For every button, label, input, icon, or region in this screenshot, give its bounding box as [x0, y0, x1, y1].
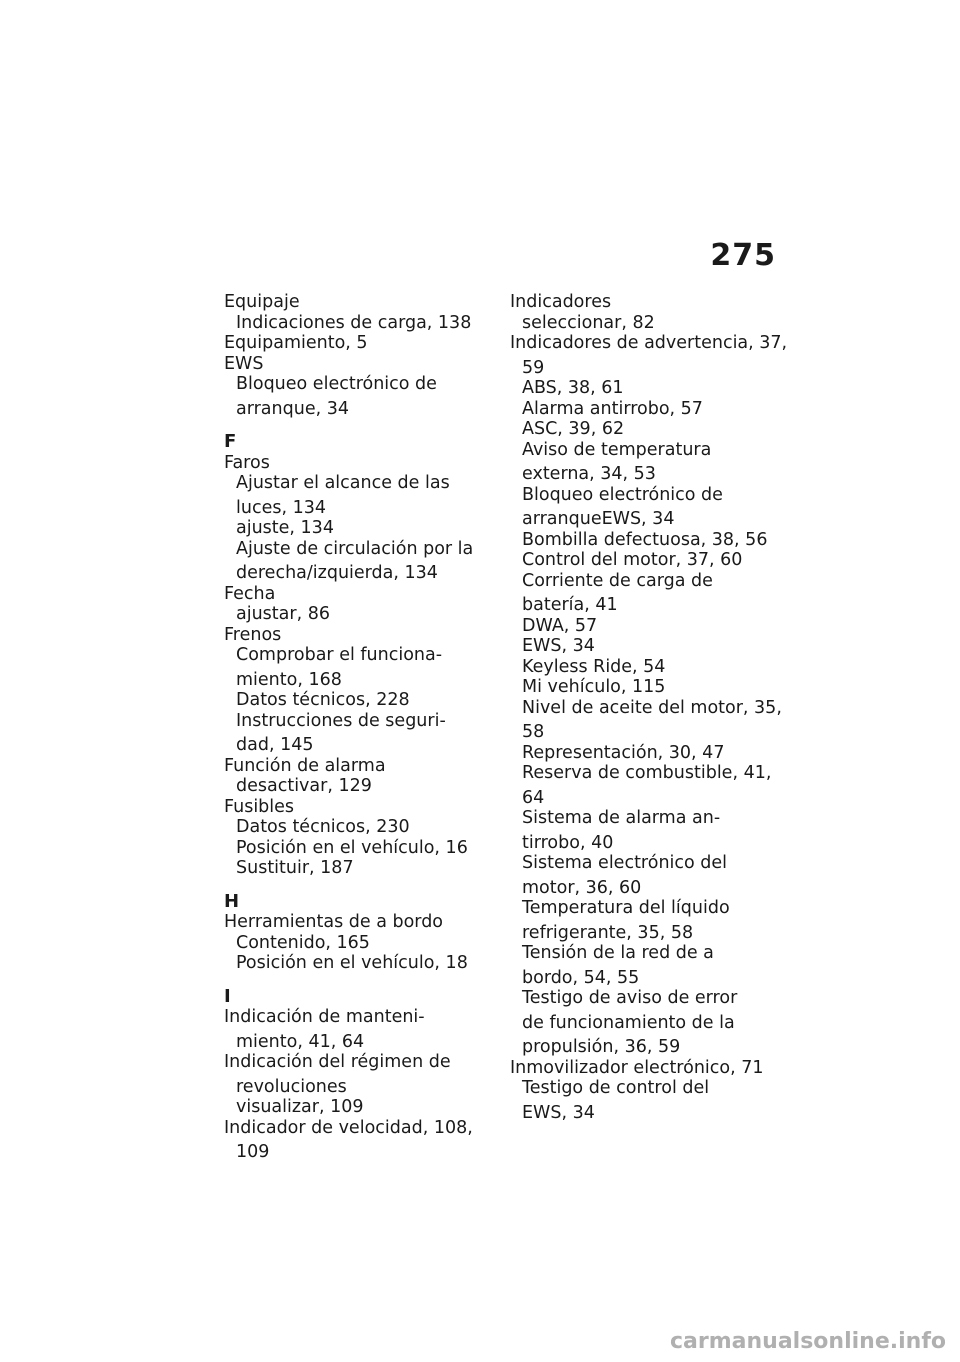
- index-entry: Equipamiento, 5: [224, 333, 368, 353]
- index-entry-continuation: motor, 36, 60: [522, 877, 642, 898]
- index-letter-heading: H: [224, 890, 240, 912]
- index-entry-continuation: derecha/izquierda, 134: [236, 563, 438, 583]
- index-subentry: Sistema electrónico del: [522, 853, 728, 873]
- index-column-left: [224, 292, 486, 1163]
- index-subentry: Representación, 30, 47: [522, 742, 725, 763]
- index-subentry: Datos técnicos, 228: [236, 690, 410, 710]
- index-subentry: Ajustar el alcance de las: [236, 473, 450, 493]
- index-subentry: Instrucciones de seguri-: [236, 710, 446, 731]
- index-entry: Indicador de velocidad, 108,: [224, 1117, 473, 1138]
- index-subentry: Alarma antirrobo, 57: [522, 398, 703, 419]
- index-subentry: Nivel de aceite del motor, 35,: [522, 697, 782, 718]
- index-entry: Indicación del régimen de: [224, 1052, 451, 1072]
- index-subentry: Contenido, 165: [236, 932, 370, 953]
- index-subentry: Sistema de alarma an-: [522, 808, 721, 828]
- index-entry-continuation: refrigerante, 35, 58: [522, 922, 694, 943]
- index-entry-continuation: 58: [522, 722, 545, 742]
- index-subentry: ajustar, 86: [236, 604, 330, 624]
- index-subentry: ABS, 38, 61: [522, 378, 624, 398]
- page-number: 275: [710, 238, 776, 273]
- index-entry-continuation: bordo, 54, 55: [522, 967, 640, 988]
- index-subentry: Mi vehículo, 115: [522, 677, 666, 697]
- index-entry-continuation: miento, 41, 64: [236, 1031, 365, 1052]
- index-entry-continuation: externa, 34, 53: [522, 464, 656, 484]
- index-subentry: visualizar, 109: [236, 1097, 364, 1117]
- index-entry: Función de alarma: [224, 755, 386, 776]
- index-entry-continuation: 59: [522, 357, 545, 378]
- index-subentry: Keyless Ride, 54: [522, 656, 666, 677]
- index-entry: Herramientas de a bordo: [224, 912, 444, 932]
- index-subentry: desactivar, 129: [236, 776, 372, 796]
- index-entry-continuation: propulsión, 36, 59: [522, 1037, 681, 1057]
- index-subentry: Testigo de aviso de error: [522, 988, 738, 1008]
- index-entry: Indicadores: [510, 292, 612, 312]
- index-entry: Frenos: [224, 624, 282, 645]
- index-entry: Fecha: [224, 583, 276, 604]
- index-letter-heading: F: [224, 431, 237, 452]
- index-subentry: Aviso de temperatura: [522, 439, 712, 460]
- index-subentry: Posición en el vehículo, 18: [236, 953, 468, 973]
- index-subentry: Posición en el vehículo, 16: [236, 837, 468, 858]
- index-entry-continuation: arranque, 34: [236, 398, 349, 419]
- index-subentry: Tensión de la red de a: [522, 943, 714, 963]
- index-entry-continuation: luces, 134: [236, 497, 326, 518]
- index-subentry: ajuste, 134: [236, 518, 334, 538]
- index-subentry: Sustituir, 187: [236, 858, 354, 878]
- index-letter-heading: I: [224, 985, 231, 1007]
- index-subentry: Datos técnicos, 230: [236, 817, 410, 837]
- index-subentry: ASC, 39, 62: [522, 419, 625, 439]
- index-entry-continuation: 64: [522, 787, 545, 808]
- index-subentry: Testigo de control del: [522, 1078, 710, 1098]
- index-entry-continuation: de funcionamiento de la: [522, 1012, 735, 1033]
- index-subentry: Bloqueo electrónico de: [522, 484, 723, 505]
- index-entry: Indicación de manteni-: [224, 1007, 425, 1027]
- watermark-text: carmanualsonline.info: [670, 1329, 946, 1354]
- index-subentry: Comprobar el funciona-: [236, 645, 443, 665]
- index-entry: Faros: [224, 452, 270, 473]
- index-entry: Equipaje: [224, 292, 300, 312]
- index-subentry: Reserva de combustible, 41,: [522, 763, 772, 783]
- index-entry-continuation: EWS, 34: [522, 1102, 595, 1123]
- index-subentry: Bloqueo electrónico de: [236, 374, 437, 394]
- index-subentry: DWA, 57: [522, 615, 598, 636]
- index-entry-continuation: batería, 41: [522, 595, 618, 615]
- index-subentry: Corriente de carga de: [522, 570, 713, 591]
- index-entry: Inmovilizador electrónico, 71: [510, 1057, 764, 1078]
- index-subentry: Control del motor, 37, 60: [522, 550, 743, 570]
- index-entry: Fusibles: [224, 796, 295, 817]
- index-entry-continuation: arranqueEWS, 34: [522, 509, 675, 529]
- index-subentry: seleccionar, 82: [522, 312, 655, 333]
- index-entry-continuation: revoluciones: [236, 1076, 347, 1097]
- index-entry-continuation: 109: [236, 1142, 270, 1162]
- index-subentry: Ajuste de circulación por la: [236, 538, 474, 559]
- index-subentry: Indicaciones de carga, 138: [236, 312, 472, 333]
- index-entry-continuation: tirrobo, 40: [522, 832, 614, 853]
- index-subentry: Bombilla defectuosa, 38, 56: [522, 529, 768, 550]
- index-entry: Indicadores de advertencia, 37,: [510, 333, 788, 353]
- index-entry-continuation: dad, 145: [236, 735, 314, 755]
- index-entry-continuation: miento, 168: [236, 669, 342, 690]
- index-entry: EWS: [224, 353, 264, 374]
- index-column-right: [510, 292, 788, 1123]
- index-subentry: Temperatura del líquido: [522, 898, 730, 918]
- index-subentry: EWS, 34: [522, 636, 595, 656]
